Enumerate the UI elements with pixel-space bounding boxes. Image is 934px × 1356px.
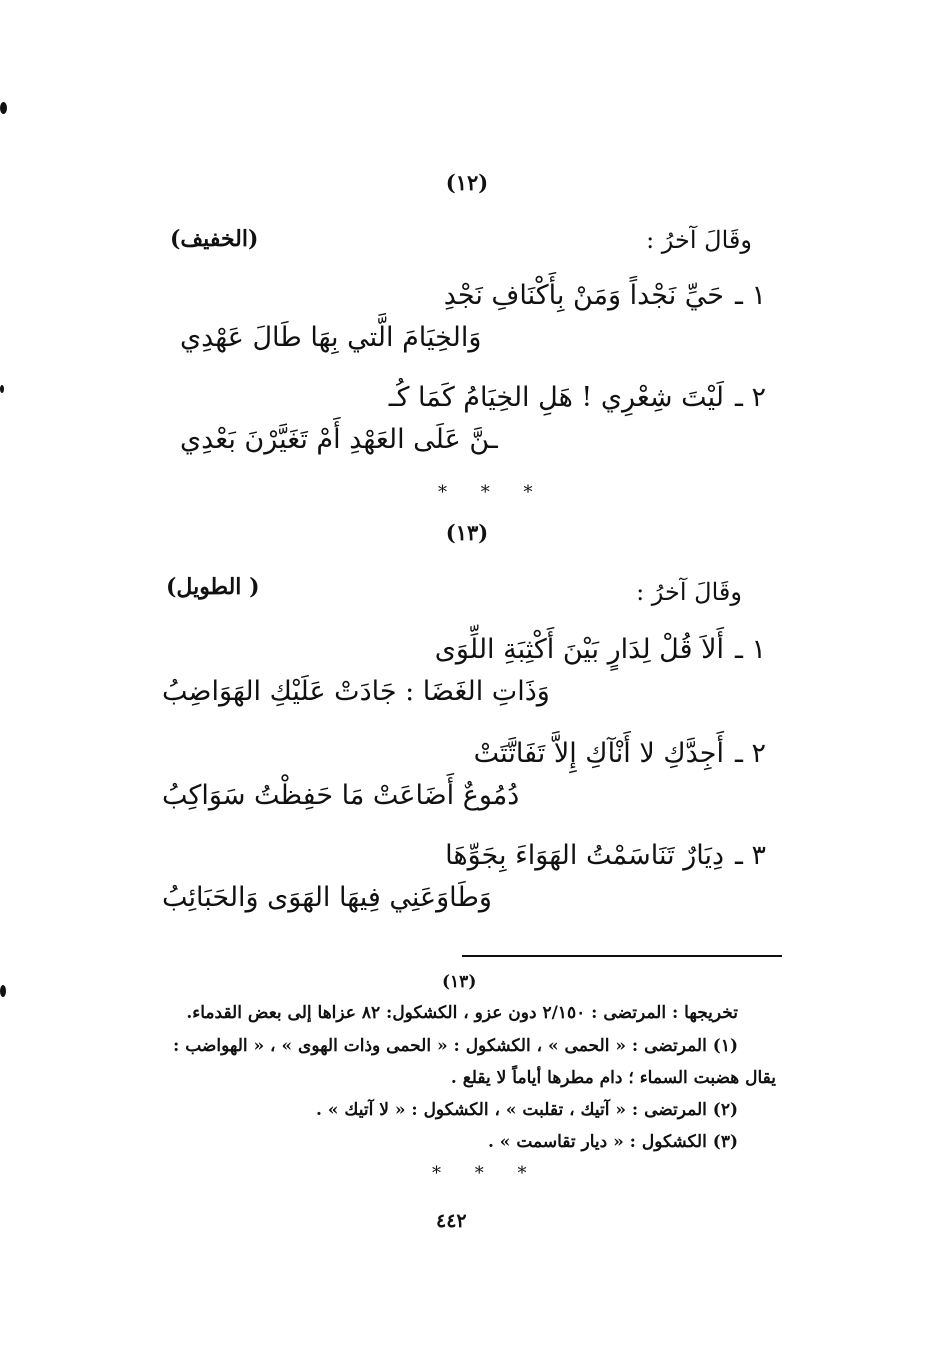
verse-first-hemistich: لَيْتَ شِعْرِي ! هَلِ الخِيَامُ كَمَا كُـ (388, 382, 724, 413)
scan-mark (0, 985, 6, 997)
verse-second-hemistich: وَالخِيَامَ الَّتي بِهَا طَالَ عَهْدِي (180, 322, 482, 353)
verse-number: ٢ ـ (734, 382, 766, 413)
verse-second-hemistich: وَذَاتِ الغَضَا : جَادَتْ عَلَيْكِ الهَوَاضِبُ (162, 676, 550, 707)
poem-12-intro: وقَالَ آخرُ : (646, 226, 752, 254)
footnote-line: (٢) المرتضى : « آتيك ، تقلبت » ، الكشكول : « لا آتيك » . (316, 1100, 738, 1120)
poem-13-intro: وقَالَ آخرُ : (636, 578, 742, 606)
footnote-rule (462, 955, 782, 957)
verse-first-hemistich: حَيِّ نَجْداً وَمَنْ بِأَكْنَافِ نَجْدِ (443, 280, 724, 311)
verse-second-hemistich: دُمُوعٌ أَضَاعَتْ مَا حَفِظْتُ سَوَاكِبُ (162, 780, 520, 811)
scan-mark (0, 102, 7, 114)
verse-number: ٢ ـ (734, 738, 766, 769)
poem-13-number: (١٣) (445, 520, 489, 545)
verse-first-hemistich: أَجِدَّكِ لا أَنْآكِ إِلاَّ تَفَاتَّتَتْ (473, 738, 724, 769)
verse-first-hemistich: أَلاَ قُلْ لِدَارٍ بَيْنَ أَكْثِبَةِ اللِّوَى (434, 634, 724, 665)
footnote-number: (١٣) (442, 972, 477, 992)
section-separator: * * * (432, 1163, 541, 1184)
scan-mark (0, 385, 4, 393)
footnote-line: يقال هضبت السماء ؛ دام مطرها أياماً لا يقلع . (450, 1068, 776, 1088)
page-number: ٤٤٢ (436, 1210, 467, 1232)
section-separator: * * * (438, 482, 547, 503)
footnote-line: (٣) الكشكول : « ديار تقاسمت » . (487, 1132, 738, 1152)
verse-second-hemistich: ـنَّ عَلَى العَهْدِ أَمْ تَغَيَّرْنَ بَعْدِي (180, 424, 498, 455)
verse-second-hemistich: وَطَاوَعَنِي فِيهَا الهَوَى وَالحَبَائِبُ (162, 882, 492, 913)
verse-first-hemistich: دِيَارٌ تَنَاسَمْتُ الهَوَاءَ بِجَوِّهَا (445, 840, 724, 871)
verse-number: ١ ـ (734, 280, 766, 311)
verse-number: ١ ـ (734, 634, 766, 665)
poem-13-meter: ( الطويل) (166, 574, 260, 600)
poem-12-meter: (الخفيف) (170, 226, 259, 252)
footnote-line: تخريجها : المرتضى : ٢/١٥٠ دون عزو ، الكشكول: ٨٢ عزاها إلى بعض القدماء. (186, 1003, 738, 1023)
poem-12-number: (١٢) (445, 170, 489, 195)
footnote-line: (١) المرتضى : « الحمى » ، الكشكول : « الحمى وذات الهوى » ، « الهواضب : (173, 1036, 738, 1056)
verse-number: ٣ ـ (734, 840, 766, 871)
